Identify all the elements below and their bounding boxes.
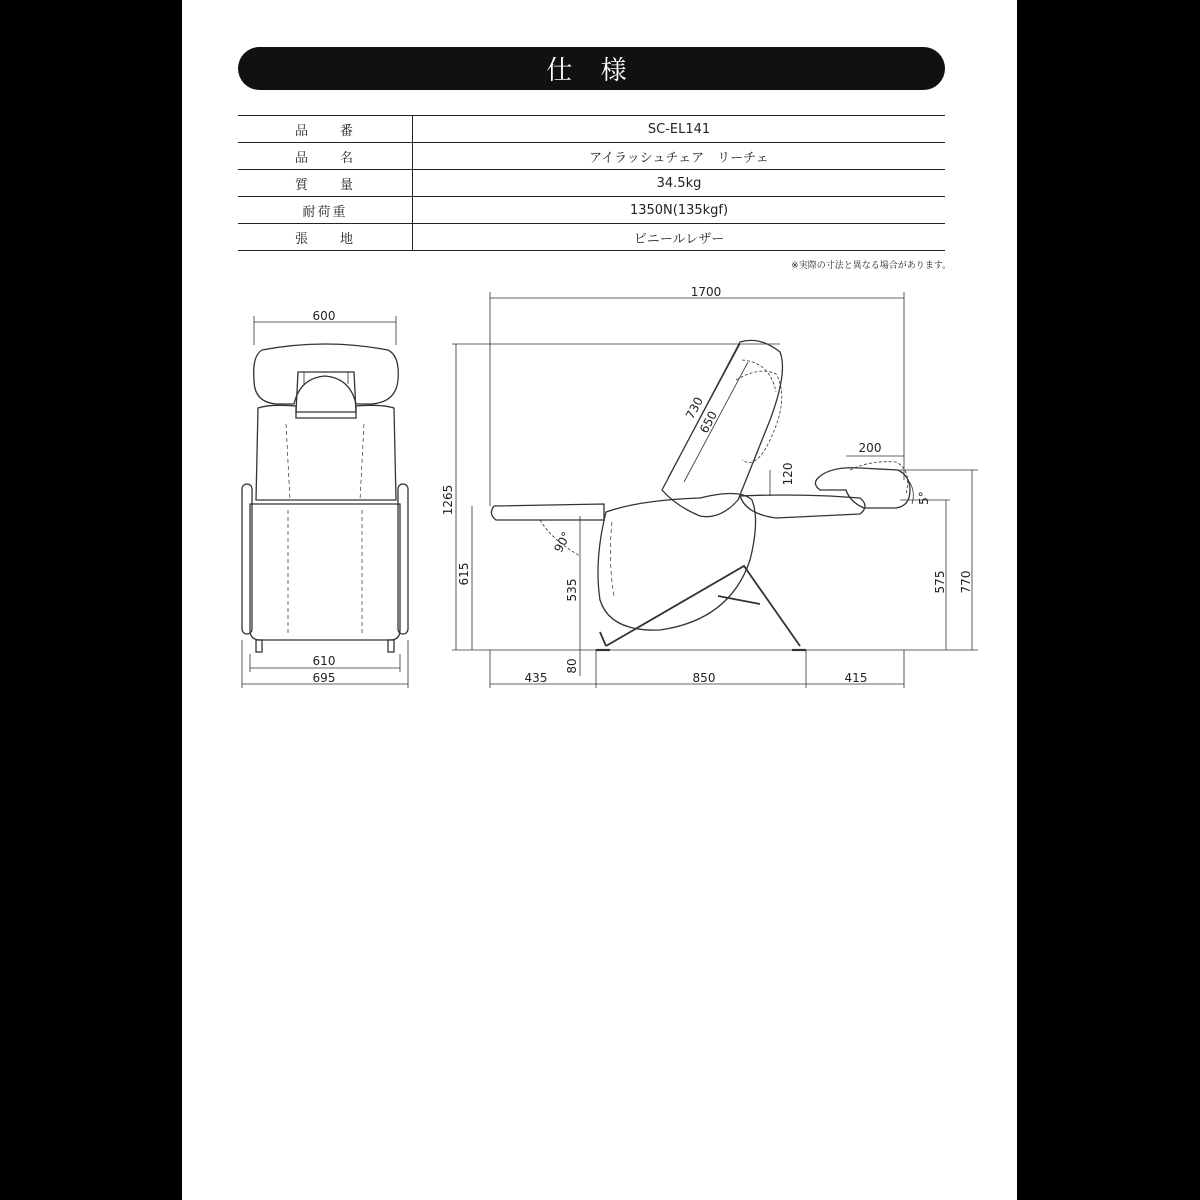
- spec-value: ビニールレザー: [413, 224, 946, 251]
- dim-width-seat: 610: [312, 654, 336, 668]
- backrest-outline: [256, 405, 396, 500]
- spec-key: 張 地: [238, 224, 413, 251]
- dim-foot-length: 200: [858, 441, 882, 455]
- footrest-board: [491, 504, 604, 520]
- spec-value: SC-EL141: [413, 116, 946, 143]
- dim-foot-angle: 5°: [917, 491, 931, 505]
- dim-back-outer: 730: [682, 394, 707, 422]
- spec-value: アイラッシュチェア リーチェ: [413, 143, 946, 170]
- disclaimer-note: ※実際の寸法と異なる場合があります。: [791, 261, 951, 271]
- dim-height-total: 1265: [441, 484, 455, 516]
- dim-left-length: 435: [524, 671, 548, 685]
- neck-outline: [296, 372, 356, 412]
- leg-rest: [740, 495, 865, 518]
- dim-seat-inner: 535: [565, 578, 579, 602]
- dim-seat-height: 615: [457, 562, 471, 586]
- spec-key: 質 量: [238, 170, 413, 197]
- seat-outline: [250, 504, 400, 640]
- foot-pad: [815, 468, 910, 508]
- page-title: 仕 様: [238, 47, 945, 90]
- dim-base-height: 80: [565, 658, 579, 674]
- dim-foot-height: 575: [933, 570, 947, 594]
- spec-value: 1350N(135kgf): [413, 197, 946, 224]
- dim-back-inner: 650: [696, 408, 721, 436]
- dim-right-length: 415: [844, 671, 868, 685]
- base-frame: [606, 566, 800, 646]
- spec-key: 品 名: [238, 143, 413, 170]
- headrest-outline: [254, 344, 399, 404]
- spec-key: 耐荷重: [238, 197, 413, 224]
- seat-body: [598, 493, 756, 630]
- spec-value: 34.5kg: [413, 170, 946, 197]
- reclined-backrest: [662, 340, 782, 516]
- dim-mid-length: 850: [692, 671, 716, 685]
- side-view: [452, 292, 978, 688]
- dim-width-head: 600: [312, 309, 336, 323]
- spec-key: 品 番: [238, 116, 413, 143]
- dim-back-angle: 90°: [551, 529, 574, 555]
- front-view: [242, 316, 408, 688]
- dim-width-total: 695: [312, 671, 336, 685]
- dim-length-total: 1700: [690, 285, 722, 299]
- dim-foot-top: 770: [959, 570, 973, 594]
- dim-foot-gap: 120: [781, 462, 795, 486]
